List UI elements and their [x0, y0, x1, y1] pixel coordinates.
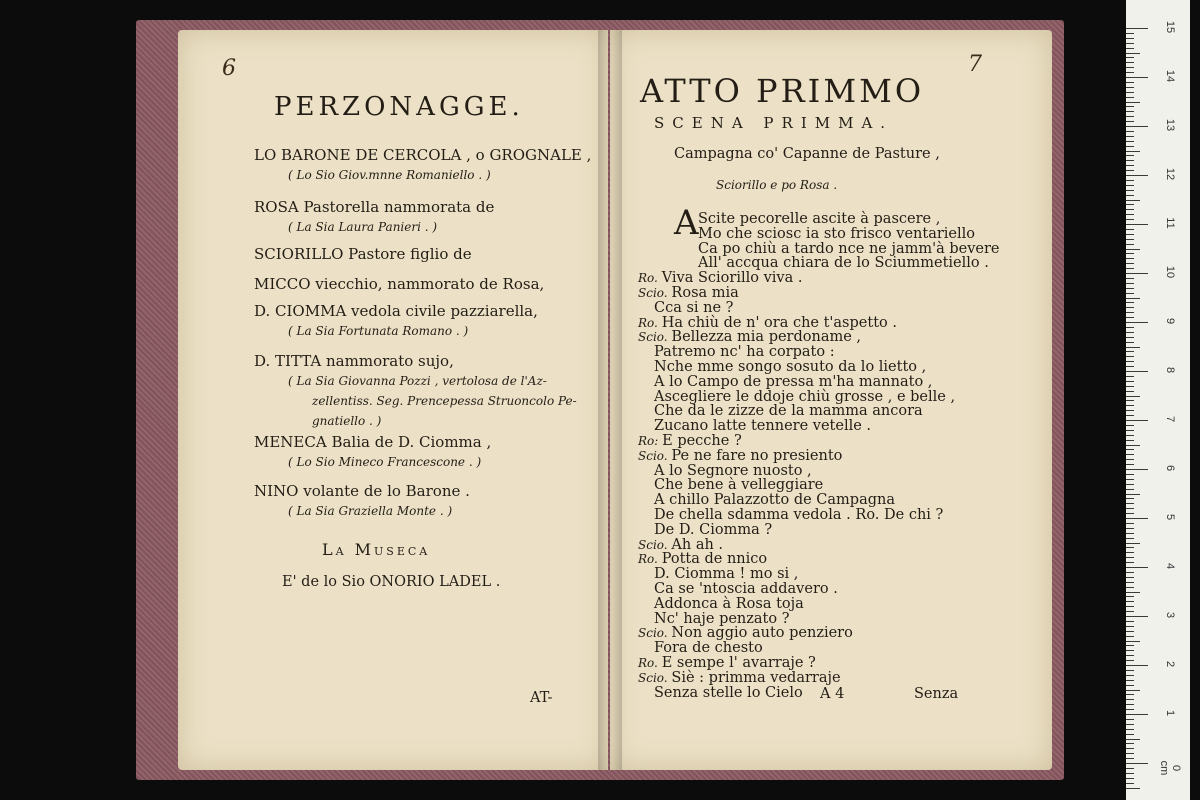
ruler-tick — [1126, 778, 1134, 779]
ruler-tick — [1126, 106, 1134, 107]
right-catchword: Senza — [914, 686, 959, 702]
ruler-tick — [1126, 190, 1134, 191]
ruler-tick — [1126, 131, 1134, 132]
ruler-tick — [1126, 543, 1140, 544]
ruler-tick — [1126, 621, 1134, 622]
ruler-tick — [1126, 396, 1140, 397]
ruler-tick — [1126, 552, 1134, 553]
ruler-tick — [1126, 415, 1134, 416]
dialogue-text: Patremo nc' ha corpato : — [654, 344, 835, 361]
dialogue-text: Fora de chesto — [654, 640, 763, 657]
ruler-tick — [1126, 435, 1134, 436]
ruler-tick — [1126, 87, 1134, 88]
dialogue-text: All' accqua chiara de lo Sciummetiello . — [698, 255, 989, 272]
dialogue-text: A lo Campo de pressa m'ha mannato , — [654, 373, 933, 390]
ruler-tick — [1126, 371, 1148, 372]
ruler-tick — [1126, 484, 1134, 485]
ruler-tick — [1126, 474, 1134, 475]
ruler-tick — [1126, 195, 1134, 196]
speaker-label: Ro. — [638, 315, 662, 330]
character-role: SCIORILLO Pastore figlio de — [254, 245, 472, 263]
ruler-tick — [1126, 562, 1134, 563]
ruler-tick — [1126, 244, 1134, 245]
ruler-tick — [1126, 577, 1134, 578]
character-role: MENECA Balia de D. Ciomma , — [254, 433, 492, 451]
ruler-tick — [1126, 185, 1134, 186]
ruler-tick — [1126, 592, 1140, 593]
ruler-number: 4 — [1164, 562, 1176, 570]
ruler-tick — [1126, 748, 1134, 749]
ruler-tick — [1126, 229, 1134, 230]
ruler-tick — [1126, 479, 1134, 480]
ruler-tick — [1126, 307, 1134, 308]
ruler-tick — [1126, 322, 1148, 323]
dialogue-text: De chella sdamma vedola . Ro. De chi ? — [654, 507, 944, 523]
ruler-tick — [1126, 641, 1140, 642]
ruler-tick — [1126, 82, 1134, 83]
ruler-tick — [1126, 523, 1134, 524]
character-role: NINO volante de lo Barone . — [254, 482, 470, 500]
ruler-tick — [1126, 361, 1134, 362]
ruler-tick — [1126, 62, 1134, 63]
ruler-tick — [1126, 724, 1134, 725]
ruler-tick — [1126, 459, 1134, 460]
act-title: ATTO PRIMMO — [640, 72, 925, 110]
dialogue-text: Siè : primma vedarraje — [671, 669, 841, 686]
ruler-tick — [1126, 170, 1134, 171]
left-page — [178, 30, 608, 770]
ruler-tick — [1126, 67, 1134, 68]
ruler-tick — [1126, 680, 1134, 681]
ruler-tick — [1126, 734, 1134, 735]
dialogue-text: Cca si ne ? — [654, 299, 734, 316]
ruler-number: 1 — [1164, 709, 1176, 717]
character-actor: ( La Sia Giovanna Pozzi , vertolosa de l'Az- — [288, 374, 547, 388]
dialogue-text: Non aggio auto penziero — [671, 625, 853, 642]
character-actor-cont: zellentiss. Seg. Prencepessa Struoncolo Pe- — [312, 394, 577, 408]
dialogue-text: Ha chiù de n' ora che t'aspetto . — [661, 314, 897, 331]
ruler-tick — [1126, 494, 1140, 495]
ruler-tick — [1126, 111, 1134, 112]
speaker-label: Scio. — [638, 448, 672, 463]
ruler-tick — [1126, 273, 1148, 274]
ruler-tick — [1126, 645, 1134, 646]
dialogue-text: Nche mme songo sosuto da lo lietto , — [654, 359, 927, 375]
ruler-tick — [1126, 151, 1140, 152]
ruler-tick — [1126, 763, 1148, 764]
ruler-tick — [1126, 391, 1134, 392]
ruler-tick — [1126, 253, 1134, 254]
ruler-tick — [1126, 288, 1134, 289]
ruler-tick — [1126, 214, 1134, 215]
ruler-tick — [1126, 342, 1134, 343]
ruler-tick — [1126, 283, 1134, 284]
ruler-tick — [1126, 650, 1134, 651]
ruler-tick — [1126, 136, 1134, 137]
ruler-tick — [1126, 204, 1134, 205]
ruler-tick — [1126, 601, 1134, 602]
dialogue-text: A lo Segnore nuosto , — [654, 462, 812, 479]
ruler-tick — [1126, 121, 1134, 122]
speaker-label: Ro. — [638, 271, 662, 286]
ruler-tick — [1126, 317, 1134, 318]
dialogue-text: Ca se 'ntoscia addavero . — [654, 581, 838, 597]
ruler-tick — [1126, 567, 1148, 568]
ruler-tick — [1126, 293, 1134, 294]
ruler-tick — [1126, 175, 1148, 176]
ruler-tick — [1126, 298, 1140, 299]
ruler-tick — [1126, 533, 1134, 534]
dialogue-text: De D. Ciomma ? — [654, 521, 773, 538]
ruler-tick — [1126, 729, 1134, 730]
character-role: D. TITTA nammorato sujo, — [254, 352, 454, 370]
ruler-tick — [1126, 351, 1134, 352]
ruler-tick — [1126, 445, 1140, 446]
speaker-label: Scio. — [638, 670, 672, 685]
ruler-number: 14 — [1164, 69, 1176, 83]
dialogue-text: E sempe l' avarraje ? — [661, 655, 816, 671]
ruler-tick — [1126, 655, 1134, 656]
ruler-tick — [1126, 258, 1134, 259]
drop-cap: A — [674, 203, 699, 243]
character-actor: ( Lo Sio Giov.mnne Romaniello . ) — [288, 168, 491, 182]
ruler-tick — [1126, 38, 1134, 39]
ruler-tick — [1126, 739, 1140, 740]
signature-mark: A 4 — [820, 686, 845, 702]
ruler-tick — [1126, 405, 1134, 406]
dialogue-text: Senza stelle lo Cielo — [654, 684, 803, 701]
ruler-tick — [1126, 454, 1134, 455]
ruler-tick — [1126, 660, 1134, 661]
ruler-tick — [1126, 219, 1134, 220]
ruler-tick — [1126, 498, 1134, 499]
left-catchword: AT- — [530, 690, 553, 706]
music-heading: La Museca — [322, 540, 431, 559]
dialogue-text: E pecche ? — [662, 433, 742, 449]
ruler-tick — [1126, 626, 1134, 627]
ruler-tick — [1126, 611, 1134, 612]
ruler-tick — [1126, 381, 1134, 382]
ruler-tick — [1126, 386, 1134, 387]
ruler-tick — [1126, 675, 1134, 676]
ruler-tick — [1126, 209, 1134, 210]
dialogue-text: Che da le zizze de la mamma ancora — [654, 403, 923, 420]
ruler-tick — [1126, 400, 1134, 401]
character-role: MICCO viecchio, nammorato de Rosa, — [254, 275, 545, 293]
ruler-tick — [1126, 425, 1134, 426]
ruler-tick — [1126, 528, 1134, 529]
ruler-tick — [1126, 699, 1134, 700]
ruler-tick — [1126, 690, 1140, 691]
ruler-tick — [1126, 694, 1134, 695]
ruler-tick — [1126, 146, 1134, 147]
dialogue-text: Che bene à velleggiare — [654, 477, 824, 494]
ruler-tick — [1126, 464, 1134, 465]
scene-setting: Campagna co' Capanne de Pasture , — [674, 146, 940, 162]
ruler-number: 12 — [1164, 167, 1176, 181]
ruler-tick — [1126, 327, 1134, 328]
ruler-tick — [1126, 503, 1134, 504]
ruler-tick — [1126, 155, 1134, 156]
book-gutter — [598, 30, 622, 770]
ruler-tick — [1126, 538, 1134, 539]
dialogue-text: Scite pecorelle ascite à pascere , — [698, 211, 941, 227]
ruler-tick — [1126, 685, 1134, 686]
ruler-tick — [1126, 582, 1134, 583]
ruler-tick — [1126, 547, 1134, 548]
ruler-tick — [1126, 302, 1134, 303]
ruler-tick — [1126, 234, 1134, 235]
speaker-label: Ro. — [638, 656, 662, 670]
ruler-tick — [1126, 606, 1134, 607]
ruler-tick — [1126, 141, 1134, 142]
ruler-tick — [1126, 773, 1134, 774]
ruler-tick — [1126, 440, 1134, 441]
ruler-tick — [1126, 48, 1134, 49]
character-actor: ( La Sia Fortunata Romano . ) — [288, 324, 469, 338]
right-page — [610, 30, 1052, 770]
dialogue-text: A chillo Palazzotto de Campagna — [654, 492, 895, 509]
ruler-number: 0 cm — [1158, 760, 1182, 776]
ruler-tick — [1126, 420, 1148, 421]
ruler-tick — [1126, 719, 1134, 720]
ruler-tick — [1126, 508, 1134, 509]
ruler-tick — [1126, 758, 1134, 759]
ruler-number: 3 — [1164, 611, 1176, 619]
dialogue-text: Nc' haje penzato ? — [654, 610, 790, 627]
ruler-tick — [1126, 180, 1134, 181]
ruler-tick — [1126, 43, 1134, 44]
dialogue-text: Ah ah . — [671, 536, 724, 553]
ruler-tick — [1126, 356, 1134, 357]
ruler-tick — [1126, 768, 1134, 769]
ruler-tick — [1126, 376, 1134, 377]
ruler-tick — [1126, 57, 1134, 58]
ruler-tick — [1126, 670, 1134, 671]
ruler-tick — [1126, 53, 1140, 54]
speaker-label: Scio. — [638, 330, 672, 345]
ruler-number: 8 — [1164, 366, 1176, 374]
ruler-tick — [1126, 116, 1134, 117]
left-page-title: PERZONAGGE. — [274, 92, 524, 122]
ruler-number: 13 — [1164, 118, 1176, 132]
ruler-number: 2 — [1164, 660, 1176, 668]
ruler-tick — [1126, 249, 1140, 250]
ruler-number: 11 — [1164, 217, 1176, 229]
dialogue-text: Pe ne fare no presiento — [671, 447, 843, 464]
character-actor: ( La Sia Laura Panieri . ) — [288, 220, 438, 234]
ruler-tick — [1126, 518, 1148, 519]
ruler-tick — [1126, 224, 1148, 225]
speaker-label: Scio. — [638, 537, 672, 552]
ruler-tick — [1126, 430, 1134, 431]
left-page-number: 6 — [222, 56, 236, 81]
dialogue-text: Potta de nnico — [661, 551, 768, 568]
ruler-tick — [1126, 587, 1134, 588]
scene-entrance: Sciorillo e po Rosa . — [716, 178, 838, 192]
dialogue-text: Viva Sciorillo viva . — [661, 270, 803, 287]
dialogue-text: Bellezza mia perdoname , — [671, 329, 862, 346]
ruler-tick — [1126, 596, 1134, 597]
ruler-tick — [1126, 636, 1134, 637]
dialogue-text: Mo che sciosc ia sto frisco ventariello — [698, 225, 976, 242]
dialogue-text: Ascegliere le ddoje chiù grosse , e belle , — [654, 388, 956, 405]
ruler-tick — [1126, 572, 1134, 573]
ruler-tick — [1126, 631, 1134, 632]
scene-heading: SCENA PRIMMA. — [654, 114, 894, 132]
ruler-tick — [1126, 469, 1148, 470]
ruler-tick — [1126, 332, 1134, 333]
character-role: LO BARONE DE CERCOLA , o GROGNALE , — [254, 146, 592, 164]
ruler-tick — [1126, 72, 1134, 73]
ruler-tick — [1126, 239, 1134, 240]
ruler-tick — [1126, 410, 1134, 411]
dialogue-text: Addonca à Rosa toja — [654, 595, 804, 612]
speaker-label: Scio. — [638, 626, 672, 641]
ruler-tick — [1126, 665, 1148, 666]
ruler-tick — [1126, 126, 1148, 127]
ruler-tick — [1126, 347, 1140, 348]
ruler-tick — [1126, 160, 1134, 161]
dialogue-text: Ca po chiù a tardo nce ne jamm'à bevere — [698, 240, 1000, 257]
speaker-label: Ro. — [638, 552, 662, 567]
ruler-tick — [1126, 200, 1140, 201]
ruler-number: 15 — [1164, 20, 1176, 34]
ruler-tick — [1126, 28, 1148, 29]
ruler-tick — [1126, 449, 1134, 450]
ruler-tick — [1126, 616, 1148, 617]
ruler-tick — [1126, 743, 1134, 744]
ruler-tick — [1126, 165, 1134, 166]
ruler-tick — [1126, 489, 1134, 490]
measuring-ruler — [1126, 0, 1190, 800]
ruler-tick — [1126, 753, 1134, 754]
ruler-tick — [1126, 102, 1140, 103]
ruler-tick — [1126, 788, 1140, 789]
ruler-tick — [1126, 709, 1134, 710]
dialogue-text: D. Ciomma ! mo si , — [654, 566, 799, 583]
ruler-number: 10 — [1164, 265, 1176, 279]
ruler-tick — [1126, 33, 1134, 34]
character-actor: ( Lo Sio Mineco Francescone . ) — [288, 455, 482, 469]
ruler-number: 7 — [1164, 415, 1176, 423]
ruler-tick — [1126, 714, 1148, 715]
speaker-label: Ro: — [638, 434, 663, 448]
ruler-tick — [1126, 92, 1134, 93]
ruler-tick — [1126, 268, 1134, 269]
ruler-tick — [1126, 312, 1134, 313]
speaker-label: Scio. — [638, 286, 672, 300]
ruler-tick — [1126, 513, 1134, 514]
dialogue-text: Rosa mia — [671, 285, 739, 301]
ruler-tick — [1126, 263, 1134, 264]
ruler-number: 5 — [1164, 513, 1176, 521]
right-page-number: 7 — [968, 52, 982, 77]
dialogue-line — [654, 682, 803, 701]
dialogue-text: Zucano latte tennere vetelle . — [654, 418, 872, 435]
ruler-tick — [1126, 704, 1134, 705]
ruler-tick — [1126, 278, 1134, 279]
ruler-tick — [1126, 783, 1134, 784]
ruler-tick — [1126, 97, 1134, 98]
ruler-number: 9 — [1164, 317, 1176, 325]
music-credit: E' de lo Sio ONORIO LADEL . — [282, 574, 501, 590]
ruler-tick — [1126, 337, 1134, 338]
ruler-tick — [1126, 366, 1134, 367]
character-actor: ( La Sia Graziella Monte . ) — [288, 504, 453, 518]
character-role: ROSA Pastorella nammorata de — [254, 198, 495, 216]
ruler-tick — [1126, 557, 1134, 558]
character-actor-cont: gnatiello . ) — [312, 414, 382, 428]
character-role: D. CIOMMA vedola civile pazziarella, — [254, 302, 538, 320]
ruler-number: 6 — [1164, 464, 1176, 472]
ruler-tick — [1126, 77, 1148, 78]
